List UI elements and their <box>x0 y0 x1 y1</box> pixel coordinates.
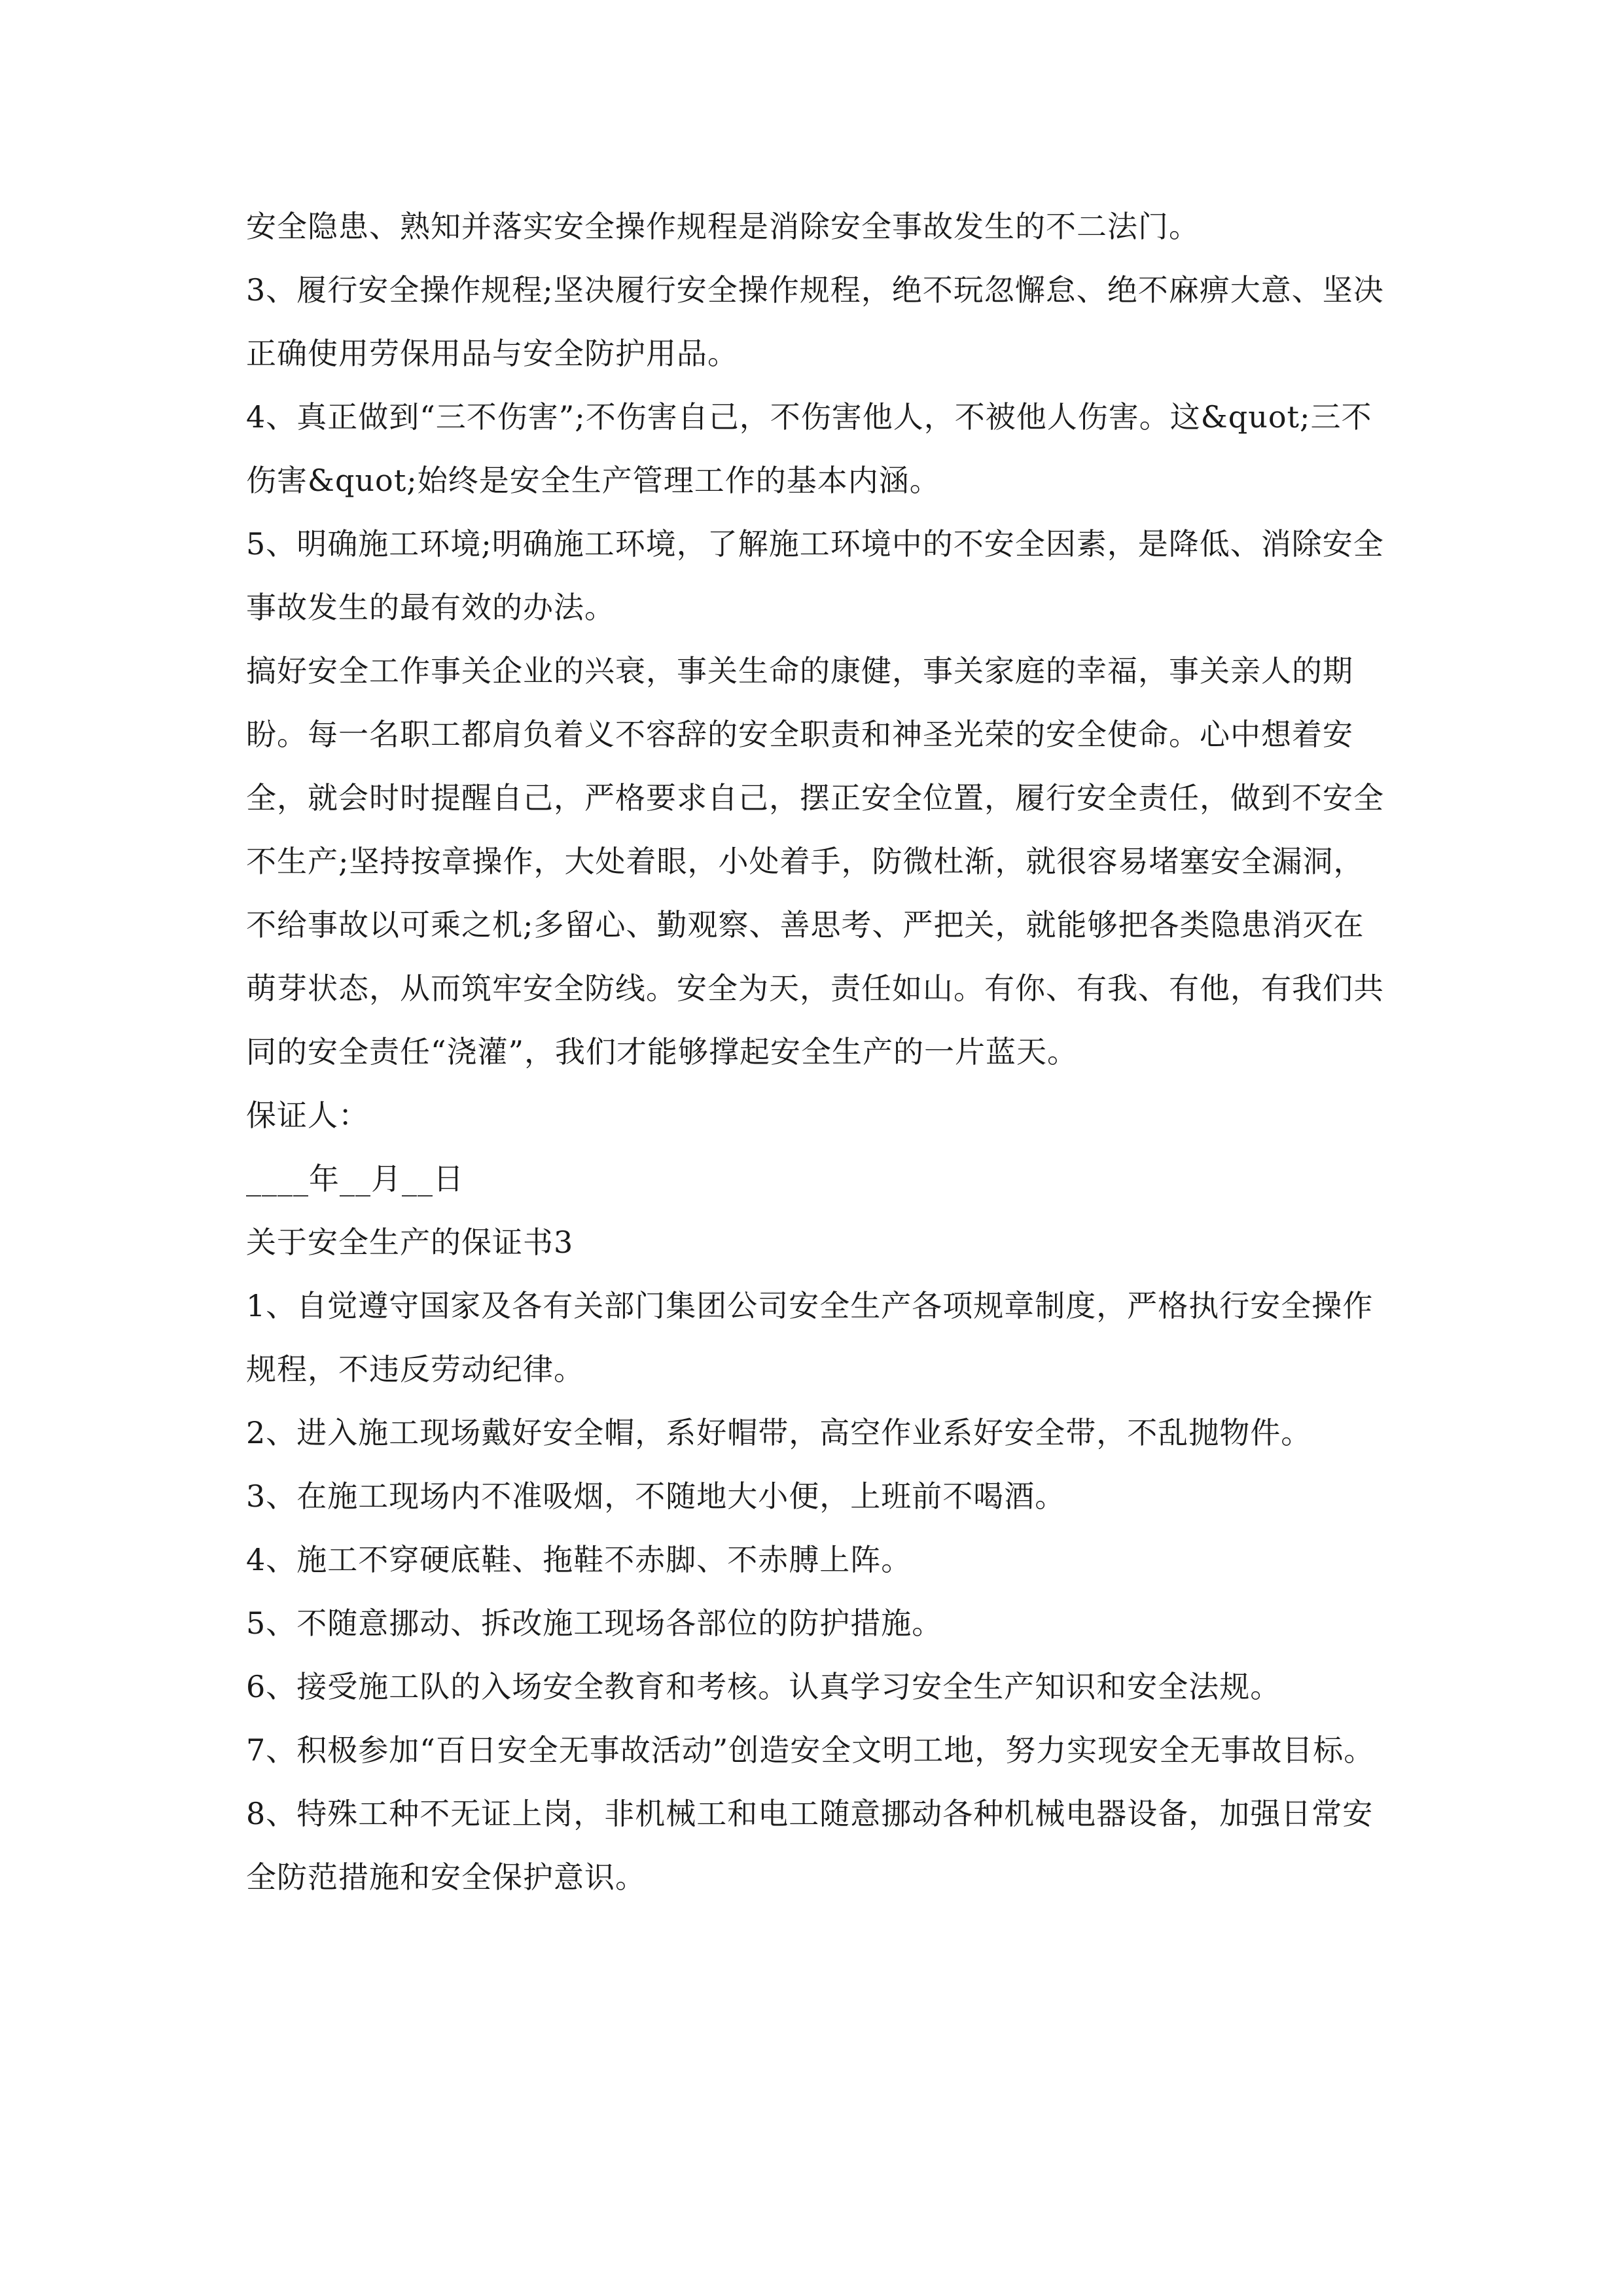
paragraph-item-5-construction-environment: 5、明确施工环境;明确施工环境，了解施工环境中的不安全因素，是降低、消除安全事故发生的最有效的办法。 <box>246 526 1384 625</box>
section-title-guarantee-3: 关于安全生产的保证书3 <box>246 1225 574 1260</box>
paragraph-item-4-three-no-harm: 4、真正做到“三不伤害”;不伤害自己，不伤害他人，不被他人伤害。这&quot;三不伤害&quot;始终是安全生产管理工作的基本内涵。 <box>246 399 1372 498</box>
paragraph-hazard-closing: 安全隐患、熟知并落实安全操作规程是消除安全事故发生的不二法门。 <box>246 209 1200 244</box>
list-item-6: 6、接受施工队的入场安全教育和考核。认真学习安全生产知识和安全法规。 <box>246 1669 1281 1704</box>
paragraph-item-3-operating-rules: 3、履行安全操作规程;坚决履行安全操作规程，绝不玩忽懈怠、绝不麻痹大意、坚决正确使用劳保用品与安全防护用品。 <box>246 272 1384 371</box>
paragraph-safety-summary: 搞好安全工作事关企业的兴衰，事关生命的康健，事关家庭的幸福，事关亲人的期盼。每一名职工都肩负着义不容辞的安全职责和神圣光荣的安全使命。心中想着安全，就会时时提醒自己，严格要求自己，摆正安全位置，履行安全责任，做到不安全不生产;坚持按章操作，大处着眼，小处着手，防微杜渐，就很容易堵塞安全漏洞，不给事故以可乘之机;多留心、勤观察、善思考、严把关，就能够把各类隐患消灭在萌芽状态，从而筑牢安全防线。安全为天，责任如山。有你、有我、有他，有我们共同的安全责任“浇灌”，我们才能够撑起安全生产的一片蓝天。 <box>246 653 1384 1069</box>
list-item-1: 1、自觉遵守国家及各有关部门集团公司安全生产各项规章制度，严格执行安全操作规程，不违反劳动纪律。 <box>246 1288 1374 1387</box>
list-item-8: 8、特殊工种不无证上岗，非机械工和电工随意挪动各种机械电器设备，加强日常安全防范措施和安全保护意识。 <box>246 1796 1374 1895</box>
list-item-2: 2、进入施工现场戴好安全帽，系好帽带，高空作业系好安全带，不乱抛物件。 <box>246 1415 1312 1450</box>
list-item-7: 7、积极参加“百日安全无事故活动”创造安全文明工地，努力实现安全无事故目标。 <box>246 1732 1375 1768</box>
document-body <box>246 195 1385 1909</box>
list-item-5: 5、不随意挪动、拆改施工现场各部位的防护措施。 <box>246 1605 943 1641</box>
list-item-4: 4、施工不穿硬底鞋、拖鞋不赤脚、不赤膊上阵。 <box>246 1542 912 1577</box>
guarantor-label: 保证人： <box>246 1098 369 1133</box>
date-line: ____年__月__日 <box>246 1161 464 1196</box>
list-item-3: 3、在施工现场内不准吸烟，不随地大小便，上班前不喝酒。 <box>246 1479 1066 1514</box>
